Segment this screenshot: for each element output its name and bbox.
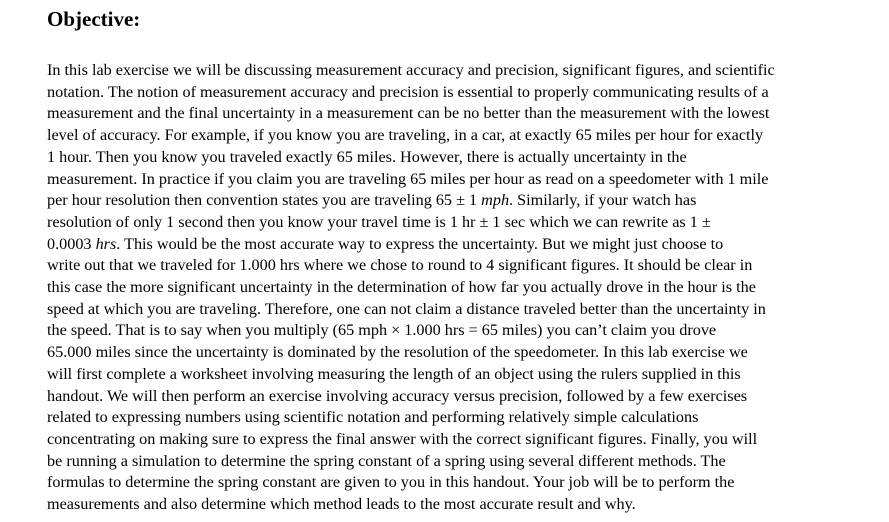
text-run: . This would be the most accurate way to express the uncertainty. But we might just choose to <box>116 234 724 253</box>
text-run: per hour resolution then convention states you are traveling 65 ± 1 <box>47 191 482 210</box>
text-run: the speed. That is to say when you multiply (65 mph × 1.000 hrs = 65 miles) you can’t claim you drove <box>47 321 717 340</box>
text-run: 65.000 miles since the uncertainty is dominated by the resolution of the speedometer. In this lab exercise we <box>47 343 748 362</box>
text-run: measurements and also determine which method leads to the most accurate result and why. <box>47 495 636 514</box>
paragraph-line <box>47 60 877 82</box>
text-run: will first complete a worksheet involving measuring the length of an object using the rulers supplied in this <box>47 364 741 383</box>
paragraph-line <box>47 407 877 429</box>
paragraph-line <box>47 429 877 451</box>
text-run: related to expressing numbers using scientific notation and performing relatively simple calculations <box>47 408 699 427</box>
paragraph-line <box>47 494 877 516</box>
paragraph-line <box>47 364 877 386</box>
math-unit: hrs <box>95 234 117 253</box>
text-run: notation. The notion of measurement accuracy and precision is essential to properly communicating results of a <box>47 82 769 101</box>
text-run: 0.0003 <box>47 234 96 253</box>
paragraph-line <box>47 255 877 277</box>
paragraph-line <box>47 234 877 256</box>
text-run: resolution of only 1 second then you know your travel time is 1 hr ± 1 sec which we can rewrite as 1 ± <box>47 212 711 231</box>
objective-heading: Objective: <box>47 7 141 31</box>
text-run: be running a simulation to determine the spring constant of a spring using several different methods. The <box>47 451 726 470</box>
text-run: speed at which you are traveling. Therefore, one can not claim a distance traveled better than the uncertainty in <box>47 299 766 318</box>
text-run: measurement and the final uncertainty in a measurement can be no better than the measurement with the lowest <box>47 104 770 123</box>
paragraph-line <box>47 472 877 494</box>
paragraph-line <box>47 190 877 212</box>
objective-paragraph <box>47 60 877 516</box>
text-run: handout. We will then perform an exercise involving accuracy versus precision, followed by a few exercises <box>47 386 748 405</box>
paragraph-line <box>47 169 877 191</box>
text-run: formulas to determine the spring constant are given to you in this handout. Your job will be to perform the <box>47 473 735 492</box>
paragraph-line <box>47 125 877 147</box>
paragraph-line <box>47 277 877 299</box>
text-run: write out that we traveled for 1.000 hrs where we chose to round to 4 significant figures. It should be clear in <box>47 256 753 275</box>
text-run: this case the more significant uncertainty in the determination of how far you actually drove in the hour is the <box>47 278 756 297</box>
paragraph-line <box>47 82 877 104</box>
paragraph-line <box>47 212 877 234</box>
text-run: . Similarly, if your watch has <box>509 191 697 210</box>
text-run: level of accuracy. For example, if you know you are traveling, in a car, at exactly 65 miles per hour for exactly <box>47 126 764 145</box>
paragraph-line <box>47 320 877 342</box>
text-run: In this lab exercise we will be discussing measurement accuracy and precision, significant figures, and scientific <box>47 61 775 79</box>
paragraph-line <box>47 103 877 125</box>
math-unit: mph <box>481 191 510 210</box>
text-run: 1 hour. Then you know you traveled exactly 65 miles. However, there is actually uncertainty in the <box>47 147 687 166</box>
paragraph-line <box>47 342 877 364</box>
text-run: concentrating on making sure to express the final answer with the correct significant figures. Finally, you will <box>47 429 758 448</box>
paragraph-line <box>47 147 877 169</box>
paragraph-line <box>47 451 877 473</box>
text-run: measurement. In practice if you claim you are traveling 65 miles per hour as read on a speedometer with 1 mile <box>47 169 769 188</box>
paragraph-line <box>47 386 877 408</box>
paragraph-line <box>47 299 877 321</box>
